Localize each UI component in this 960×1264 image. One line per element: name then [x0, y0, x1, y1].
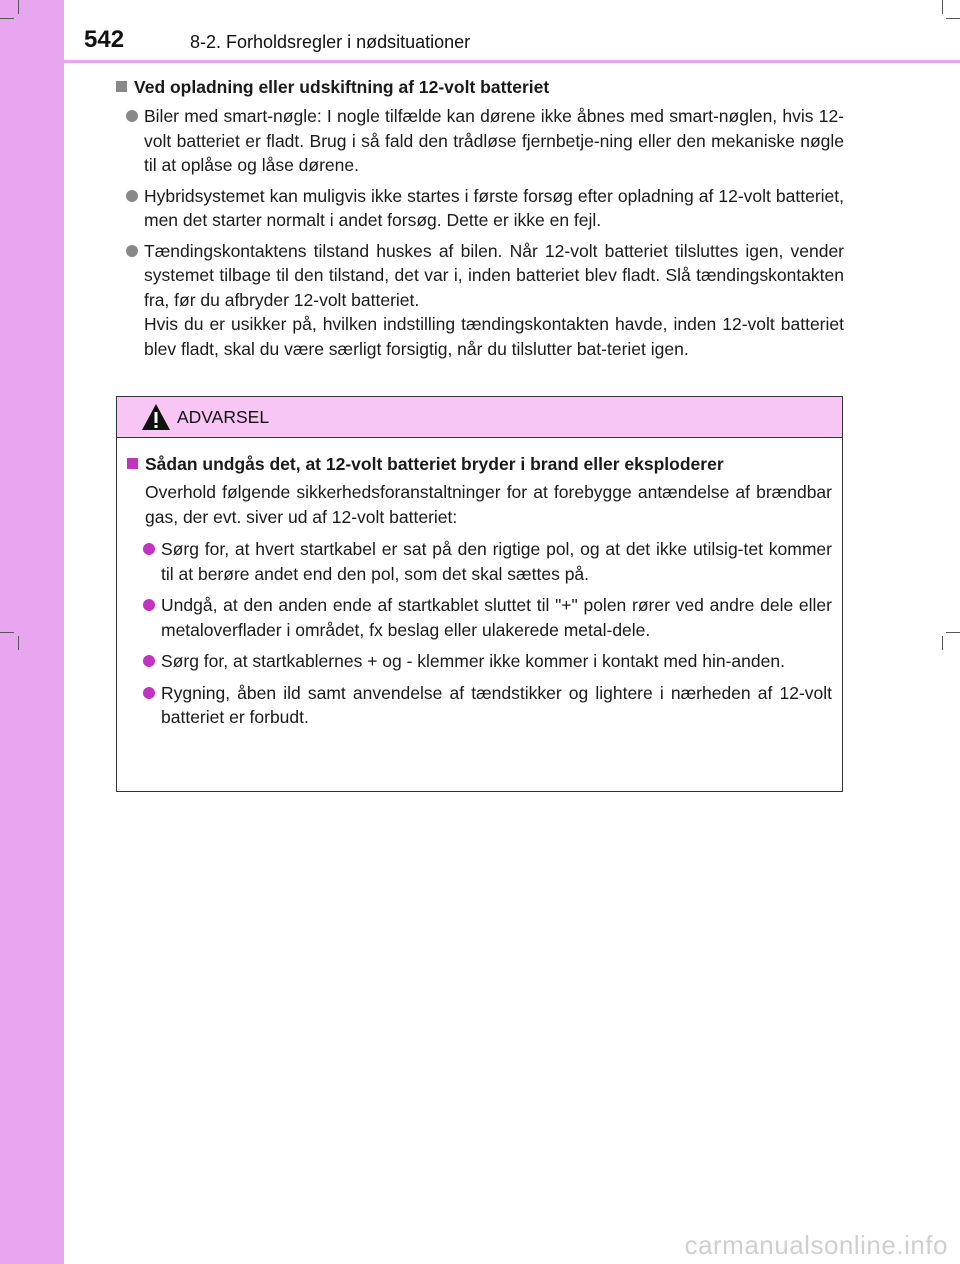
list-item [112, 104, 844, 178]
warning-item-text: Undgå, at den anden ende af startkablet sluttet til "+" polen rører ved andre dele eller metaloverflader i området, fx beslag eller ulakerede metal-dele. [161, 595, 832, 640]
sub-heading [112, 76, 844, 98]
bullet-dot-icon [126, 110, 138, 122]
warning-list-item [127, 537, 832, 586]
sub-heading-text: Ved opladning eller udskiftning af 12-volt batteriet [134, 77, 550, 97]
square-bullet-icon [116, 81, 127, 92]
bullet-dot-icon [126, 190, 138, 202]
crop-mark [0, 18, 14, 19]
list-item [112, 184, 844, 233]
crop-mark [946, 632, 960, 633]
warning-item-text: Rygning, åben ild samt anvendelse af tændstikker og lightere i nærheden af 12-volt batteriet er forbudt. [161, 682, 832, 727]
list-item-text: Biler med smart-nøgle: I nogle tilfælde kan dørene ikke åbnes med smart-nøglen, hvis 12-volt batteriet er fladt. Brug i så fald den trådløse fjernbetje-ning eller den mekaniske nøgle til at oplåse og låse dørene. [144, 106, 844, 175]
warning-label: ADVARSEL [177, 406, 270, 427]
section-title: 8-2. Forholdsregler i nødsituationer [190, 32, 471, 52]
warning-box [116, 396, 843, 792]
watermark: carmanualsonline.info [684, 1230, 948, 1260]
warning-heading [127, 452, 832, 476]
crop-mark [942, 0, 943, 14]
crop-mark [0, 632, 14, 633]
warning-header [117, 397, 842, 438]
header-rule [64, 60, 960, 63]
bullet-dot-icon [143, 543, 155, 555]
bullet-dot-icon [126, 245, 138, 257]
crop-mark [18, 0, 19, 14]
warning-list-item [127, 681, 832, 730]
bullet-dot-icon [143, 599, 155, 611]
crop-mark [942, 636, 943, 650]
list-item-text: Tændingskontaktens tilstand huskes af bilen. Når 12-volt batteriet tilsluttes igen, vender systemet tilbage til den tilstand, det var i, inden batteriet blev fladt. Slå tændingskontakten fra, før du afbryder 12-volt batteriet. [144, 240, 844, 310]
list-item-body [144, 239, 844, 362]
main-content [112, 76, 844, 367]
warning-item-text: Sørg for, at hvert startkabel er sat på den rigtige pol, og at det ikke utilsig-tet kommer til at berøre andet end den pol, som det skal sættes på. [161, 539, 832, 584]
square-bullet-icon [127, 458, 138, 469]
warning-item-text: Sørg for, at startkablernes + og - klemmer ikke kommer i kontakt med hin-anden. [161, 651, 785, 671]
warning-list-item [127, 593, 832, 642]
warning-list-item [127, 649, 832, 674]
warning-body [117, 438, 842, 730]
list-item-extra-text: Hvis du er usikker på, hvilken indstilling tændingskontakten havde, inden 12-volt batteriet blev fladt, skal du være særligt forsigtig, når du tilslutter bat-teriet igen. [144, 314, 844, 359]
crop-mark [946, 18, 960, 19]
warning-triangle-icon [141, 403, 171, 431]
list-item-text: Hybridsystemet kan muligvis ikke startes i første forsøg efter opladning af 12-volt batteriet, men det starter normalt i andet forsøg. Dette er ikke en fejl. [144, 185, 844, 230]
warning-heading-text: Sådan undgås det, at 12-volt batteriet bryder i brand eller eksploderer [145, 454, 724, 474]
bullet-dot-icon [143, 655, 155, 667]
bullet-dot-icon [143, 687, 155, 699]
list-item [112, 239, 844, 362]
warning-intro: Overhold følgende sikkerhedsforanstaltninger for at forebygge antændelse af brændbar gas, der evt. siver ud af 12-volt batteriet: [145, 482, 832, 527]
crop-mark [18, 636, 19, 650]
page-number: 542 [84, 26, 125, 53]
